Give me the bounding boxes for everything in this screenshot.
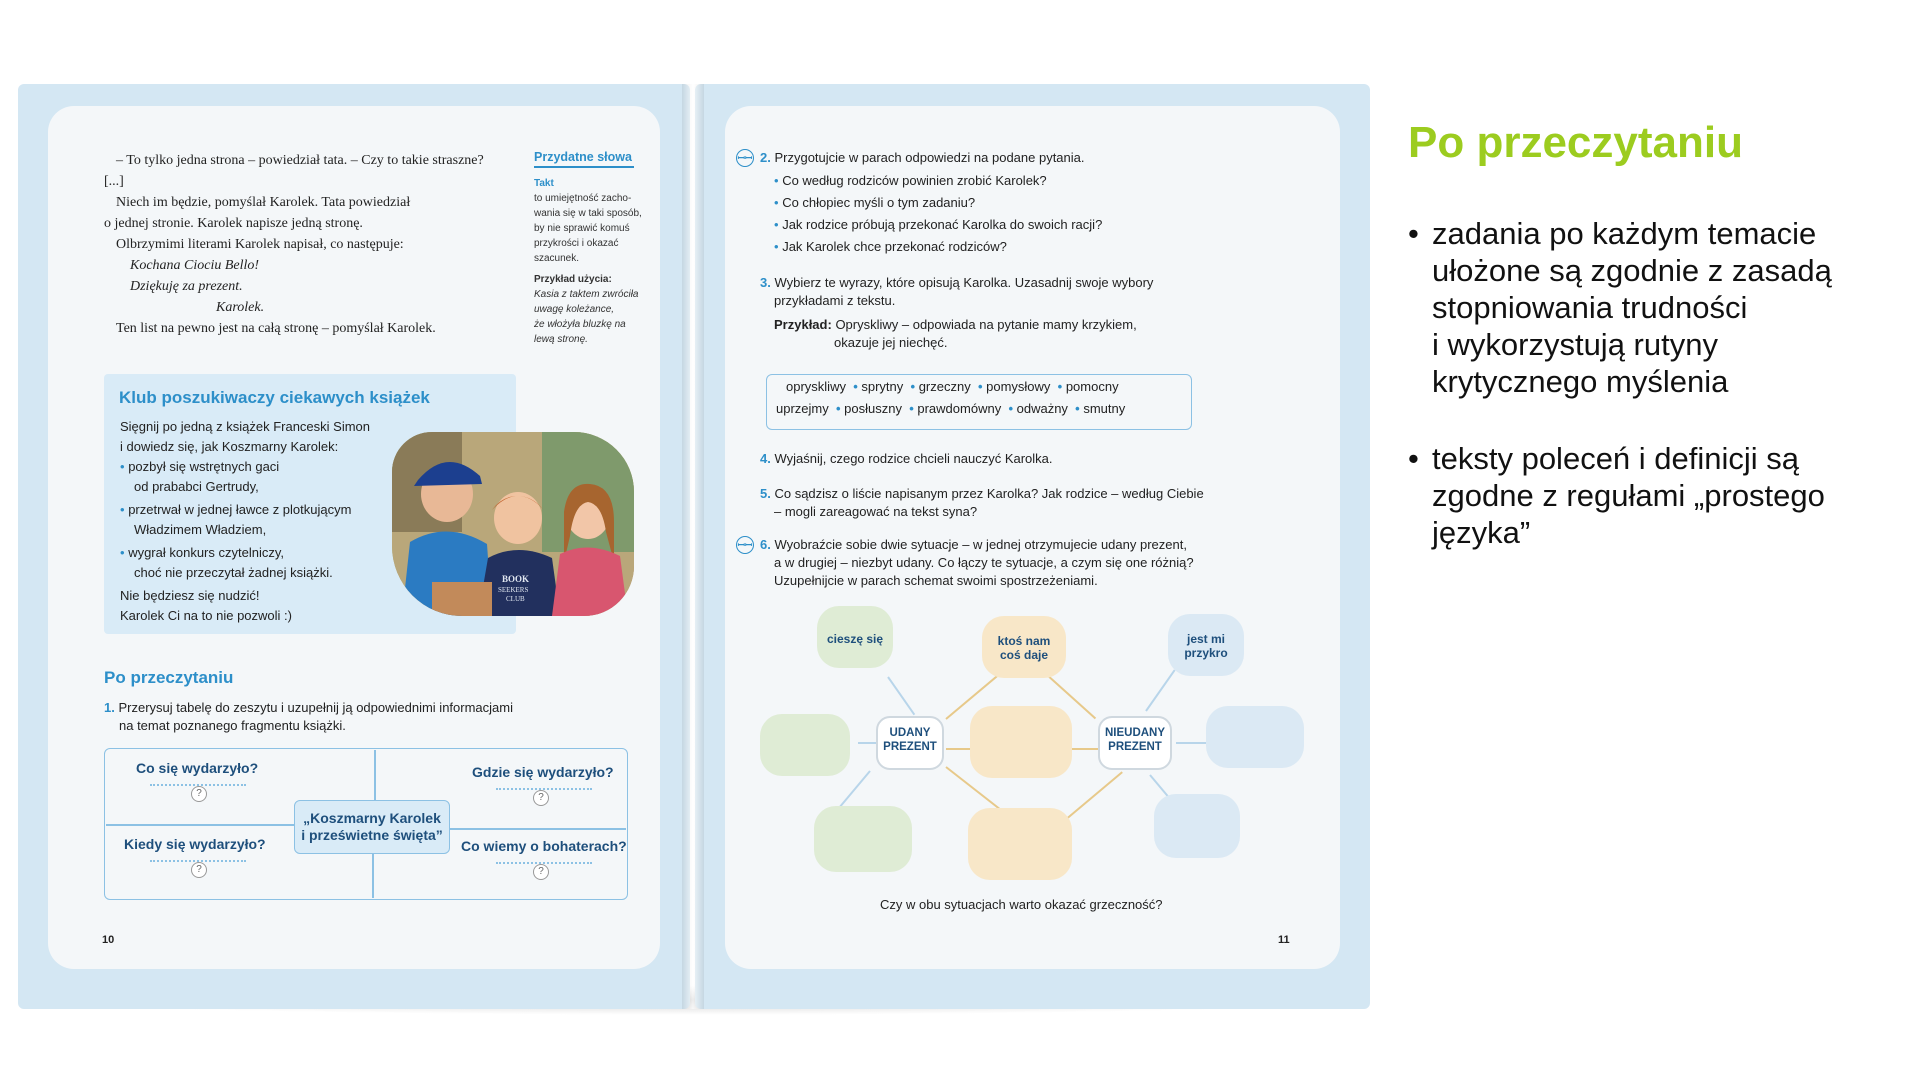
club-bullet-cont: Władzimem Władziem, [134, 522, 267, 537]
sidebar-underline [534, 166, 634, 168]
club-intro-line: Sięgnij po jedną z książek Franceski Simon [120, 419, 371, 434]
page-number: 10 [102, 934, 115, 946]
story-line: – To tylko jedna strona – powiedział tata. – Czy to takie straszne? [116, 153, 484, 168]
task-text: przykładami z tekstu. [774, 293, 896, 308]
table-center-title [294, 800, 450, 854]
task-1 [104, 699, 624, 735]
task-text: Wybierz te wyrazy, które opisują Karolka. Uzasadnij swoje wybory [774, 275, 1154, 290]
story-line: Kochana Ciociu Bello! [130, 258, 260, 273]
sidebar-definition-line: by nie sprawić komuś [534, 223, 630, 234]
story-line: Dziękuję za prezent. [130, 279, 243, 294]
diagram-blob [1154, 794, 1240, 858]
sidebar-example-line: lewą stronę. [534, 334, 588, 345]
sidebar-example-line: uwagę koleżance, [534, 304, 615, 315]
diagram-blob [968, 808, 1072, 880]
useful-words-sidebar [534, 150, 644, 347]
club-outro-line: Karolek Ci na to nie pozwoli :) [120, 608, 292, 623]
sidebar-definition-line: wania się w taki sposób, [534, 208, 642, 219]
table-center-line: i prześwietne święta” [301, 827, 443, 843]
club-intro-line: i dowiedz się, jak Koszmarny Karolek: [120, 439, 339, 454]
example-label: Przykład: [774, 317, 832, 332]
task-text: na temat poznanego fragmentu książki. [119, 718, 346, 733]
task-number: 2. [760, 150, 771, 165]
diagram-blob [760, 714, 850, 776]
word: opryskliwy [786, 379, 846, 394]
task-5 [760, 485, 1204, 521]
diagram-question: Czy w obu sytuacjach warto okazać grzeczność? [880, 897, 1163, 912]
example-text: Opryskliwy – odpowiada na pytanie mamy krzykiem, [835, 317, 1137, 332]
sidebar-title: Przydatne słowa [534, 150, 632, 164]
hoodie-text: BOOK [502, 574, 530, 584]
question-item: • Co według rodziców powinien zrobić Karolek? [774, 173, 1047, 188]
club-bullet-cont: od prababci Gertrudy, [134, 479, 259, 494]
story-text [104, 150, 484, 339]
sidebar-example-line: Kasia z taktem zwróciła [534, 289, 639, 300]
club-bullet: • pozbył się wstrętnych gaci [120, 459, 280, 474]
diagram-blob [970, 706, 1072, 778]
club-bullet: • przetrwał w jednej ławce z plotkującym [120, 502, 352, 517]
word: pomysłowy [986, 379, 1051, 394]
example-text: okazuje jej niechęć. [834, 335, 948, 350]
club-bullet: • wygrał konkurs czytelniczy, [120, 545, 284, 560]
bullet-line: stopniowania trudności [1432, 290, 1748, 325]
blob-label: cieszę się [826, 632, 884, 646]
svg-text:CLUB: CLUB [506, 595, 525, 603]
club-outro-line: Nie będziesz się nudzić! [120, 588, 260, 603]
kids-illustration [392, 432, 634, 616]
pair-work-icon: ꟷꟷ [736, 536, 754, 554]
task-4 [760, 450, 1053, 468]
table-question: Kiedy się wydarzyło? [124, 836, 266, 852]
table-center-line: „Koszmarny Karolek [303, 810, 441, 826]
diagram-blob [814, 806, 912, 872]
task-6 [760, 536, 1200, 590]
word: prawdomówny [917, 401, 1002, 416]
sidebar-definition-line: przykrości i okazać [534, 238, 619, 249]
table-question: Co się wydarzyło? [136, 760, 259, 776]
connector [1176, 742, 1206, 744]
task-text: Uzupełnijcie w parach schemat swoimi spostrzeżeniami. [774, 573, 1098, 588]
bullet-line: ułożone są zgodnie z zasadą [1432, 253, 1832, 288]
question-mark-icon: ? [191, 786, 207, 802]
task-text: – mogli zareagować na tekst syna? [774, 504, 978, 519]
page-number: 11 [1278, 934, 1290, 946]
word-bank-row: uprzejmy • posłuszny • prawdomówny • odważny • smutny [776, 401, 1126, 416]
story-line: Olbrzymimi literami Karolek napisał, co następuje: [116, 237, 404, 252]
table-question: Co wiemy o bohaterach? [461, 838, 627, 854]
table-divider [374, 750, 376, 800]
task-3 [760, 274, 1200, 352]
slide-bullet-2 [1408, 440, 1825, 551]
diagram-blob [1206, 706, 1304, 768]
sidebar-example-label: Przykład użycia: [534, 274, 612, 285]
table-divider [106, 824, 296, 826]
diagram-node-left: UDANY PREZENT [876, 716, 944, 770]
sidebar-definition-line: szacunek. [534, 253, 580, 264]
sidebar-term: Takt [534, 178, 554, 189]
bullet-line: języka” [1432, 515, 1531, 550]
task-text: a w drugiej – niezbyt udany. Co łączy te sytuacje, a czym się one różnią? [774, 555, 1194, 570]
bullet-line: zgodne z regułami „prostego [1432, 478, 1825, 513]
bullet-symbol: • [1408, 216, 1419, 251]
book-club-text [120, 417, 410, 626]
story-line: Ten list na pewno jest na całą stronę – pomyślał Karolek. [116, 321, 436, 336]
word: pomocny [1065, 379, 1119, 394]
word-bank-row: opryskliwy • sprytny • grzeczny • pomysłowy • pomocny [786, 379, 1119, 394]
task-number: 6. [760, 537, 771, 552]
story-line: Niech im będzie, pomyślał Karolek. Tata powiedział [116, 195, 411, 210]
section-title: Po przeczytaniu [104, 668, 234, 687]
task-number: 4. [760, 451, 771, 466]
table-question: Gdzie się wydarzyło? [472, 764, 614, 780]
word: uprzejmy [776, 401, 829, 416]
slide-bullet-1 [1408, 215, 1832, 400]
bullet-line: krytycznego myślenia [1432, 364, 1729, 399]
table-divider [450, 828, 626, 830]
task-text: Co sądzisz o liście napisanym przez Karolka? Jak rodzice – według Ciebie [774, 486, 1204, 501]
question-item: • Jak Karolek chce przekonać rodziców? [774, 239, 1007, 254]
task-text: Wyjaśnij, czego rodzice chcieli nauczyć Karolka. [774, 451, 1053, 466]
bullet-symbol: • [1408, 441, 1419, 476]
task-number: 3. [760, 275, 771, 290]
word: grzeczny [918, 379, 971, 394]
svg-text:SEEKERS: SEEKERS [498, 586, 529, 594]
book-spine [682, 84, 704, 1009]
question-mark-icon: ? [533, 864, 549, 880]
kids-reading-photo [392, 432, 634, 616]
story-line: Karolek. [216, 300, 265, 315]
task-text: Wyobraźcie sobie dwie sytuacje – w jednej otrzymujecie udany prezent, [774, 537, 1187, 552]
task-text: Przygotujcie w parach odpowiedzi na podane pytania. [774, 150, 1085, 165]
bullet-line: i wykorzystują rutyny [1432, 327, 1718, 362]
blob-label: jest mi przykro [1184, 632, 1228, 660]
story-line: [...] [104, 174, 124, 189]
pair-work-icon: ꟷꟷ [736, 149, 754, 167]
slide-title: Po przeczytaniu [1408, 118, 1743, 167]
sidebar-example-line: że włożyła bluzkę na [534, 319, 626, 330]
table-divider [372, 854, 374, 898]
blob-label: ktoś nam coś daje [997, 634, 1051, 662]
club-bullet-cont: choć nie przeczytał żadnej książki. [134, 565, 333, 580]
word: posłuszny [844, 401, 902, 416]
bullet-line: zadania po każdym temacie [1432, 216, 1817, 251]
word: odważny [1016, 401, 1068, 416]
book-club-title: Klub poszukiwaczy ciekawych książek [119, 388, 430, 407]
task-text: Przerysuj tabelę do zeszytu i uzupełnij ją odpowiednimi informacjami [118, 700, 513, 715]
word: sprytny [861, 379, 904, 394]
word: smutny [1083, 401, 1126, 416]
diagram-node-right: NIEUDANY PREZENT [1098, 716, 1172, 770]
task-number: 1. [104, 700, 115, 715]
bullet-line: teksty poleceń i definicji są [1432, 441, 1800, 476]
task-2 [760, 149, 1200, 258]
question-mark-icon: ? [191, 862, 207, 878]
question-mark-icon: ? [533, 790, 549, 806]
task-number: 5. [760, 486, 771, 501]
sidebar-definition-line: to umiejętność zacho- [534, 193, 632, 204]
question-item: • Co chłopiec myśli o tym zadaniu? [774, 195, 976, 210]
question-item: • Jak rodzice próbują przekonać Karolka do swoich racji? [774, 217, 1103, 232]
story-line: o jednej stronie. Karolek napisze jedną stronę. [104, 216, 363, 231]
